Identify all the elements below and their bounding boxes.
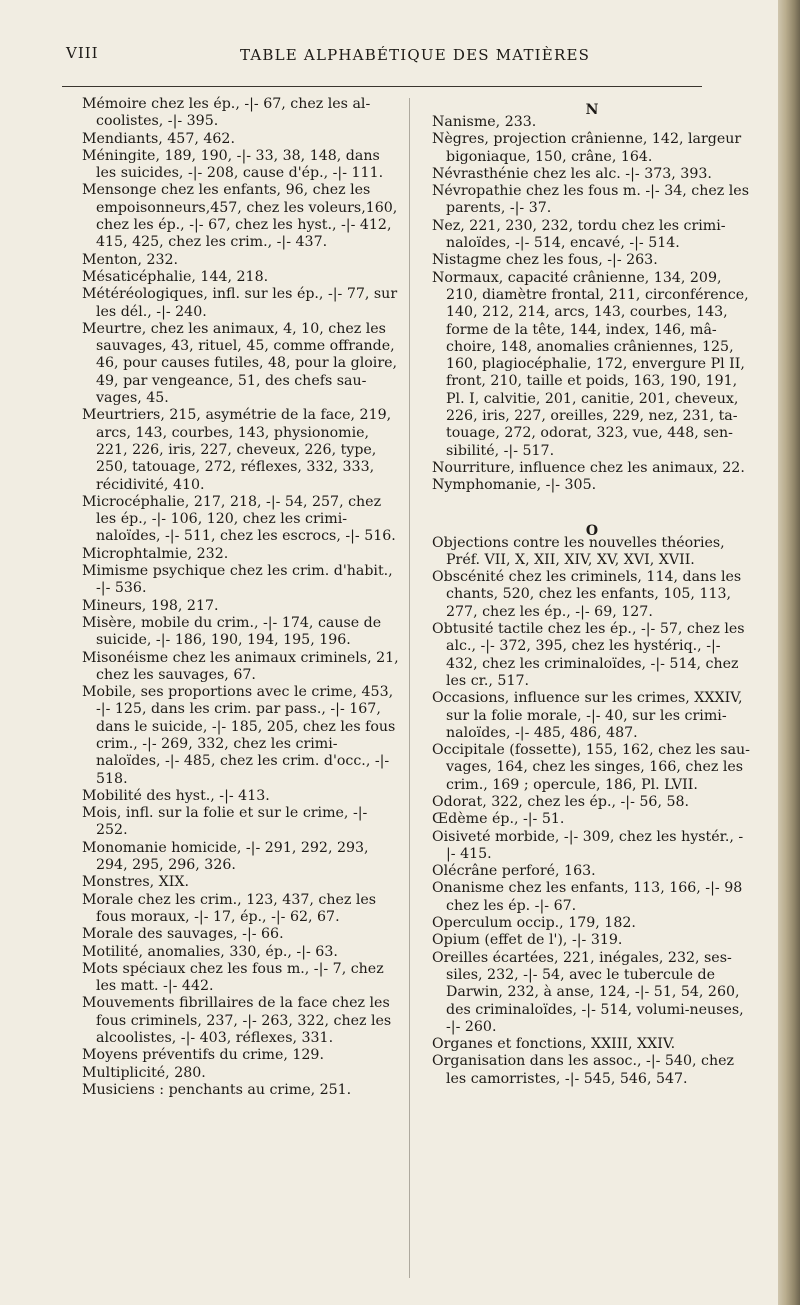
index-entry: Obscénité chez les criminels, 114, dans les chants, 520, chez les enfants, 105, 113, 277, chez les ép., -|- 69, 127. [432,569,742,620]
index-entry: Mésaticéphalie, 144, 218. [82,268,269,285]
index-entry: Nymphomanie, -|- 305. [432,477,597,494]
index-entry: Occipitale (fossette), 155, 162, chez les sau-vages, 164, chez les singes, 166, chez les crim., 169 ; opercule, 186, Pl. LVII. [432,742,750,793]
index-entry: Morale des sauvages, -|- 66. [82,926,284,943]
index-entry: Mendiants, 457, 462. [82,130,235,147]
index-entry: Météréologiques, infl. sur les ép., -|- 77, sur les dél., -|- 240. [82,286,398,320]
book-page-edge [778,0,800,1305]
index-entry: Multiplicité, 280. [82,1064,206,1081]
index-entry: Mobile, ses proportions avec le crime, 453, -|- 125, dans les crim. par pass., -|- 167, dans le suicide, -|- 185, 205, chez les fous crim., -|- 269, 332, chez les crimi-naloïdes, -|- 485, chez les crim. d'occ., -|- 518. [82,684,396,787]
index-entry: Nistagme chez les fous, -|- 263. [432,252,658,269]
index-entry: Nourriture, influence chez les animaux, 22. [432,459,745,476]
index-entry: Nanisme, 233. [432,114,537,130]
index-entry: Morale chez les crim., 123, 437, chez les fous moraux, -|- 17, ép., -|- 62, 67. [82,891,377,925]
index-entry: Méningite, 189, 190, -|- 33, 38, 148, dans les suicides, -|- 208, cause d'ép., -|- 111. [82,147,384,182]
page-header [40,44,760,68]
right-column [432,96,752,1088]
index-entry: Oreilles écartées, 221, inégales, 232, ses-siles, 232, -|- 54, avec le tubercule de Darwin, 232, à anse, 124, -|- 51, 54, 260, des criminaloïdes, -|- 514, volumi-neuses, -|- 260. [432,949,744,1035]
index-entry: Opium (effet de l'), -|- 319. [432,932,623,949]
index-entry: Monstres, XIX. [82,874,189,891]
index-entry: Menton, 232. [82,251,179,268]
section-letter-n: N [585,102,599,118]
header-rule [62,86,702,87]
index-entry: Névrasthénie chez les alc. -|- 373, 393. [432,165,712,182]
index-entry: Normaux, capacité crânienne, 134, 209, 210, diamètre frontal, 211, circonférence, 140, 212, 214, arcs, 143, courbes, 143, forme de la tête, 144, index, 146, mâ-choire, 148, anomalies crâniennes, 125, 160, plagiocéphalie, 172, envergure Pl II, front, 210, taille et poids, 163, 190, 191, Pl. I, calvitie, 201, canitie, 201, cheveux, 226, iris, 227, oreilles, 229, nez, 231, ta-touage, 272, odorat, 323, vue, 448, sen-sibilité, -|- 517. [432,269,749,459]
index-entry: Organes et fonctions, XXIII, XXIV. [432,1036,676,1053]
index-entry: Microphtalmie, 232. [82,545,229,562]
index-entry: Monomanie homicide, -|- 291, 292, 293, 294, 295, 296, 326. [82,839,369,874]
index-entry: Mimisme psychique chez les crim. d'habit., -|- 536. [82,563,393,597]
index-entry: Moyens préventifs du crime, 129. [82,1047,324,1064]
index-entry: Mémoire chez les ép., -|- 67, chez les al-coolistes, -|- 395. [82,96,371,130]
index-entry: Mots spéciaux chez les fous m., -|- 7, chez les matt. -|- 442. [82,960,384,995]
index-entry: Meurtriers, 215, asymétrie de la face, 219, arcs, 143, courbes, 143, physionomie, 221, 226, iris, 227, cheveux, 226, type, 250, tatouage, 272, réflexes, 332, 333, récidivité, 410. [82,407,392,493]
index-entry: Meurtre, chez les animaux, 4, 10, chez les sauvages, 43, rituel, 45, comme offrande, 46, pour causes futiles, 48, pour la gloire, 49, par vengeance, 51, des chefs sau-vages, 45. [82,320,398,407]
index-entry: Misère, mobile du crim., -|- 174, cause de suicide, -|- 186, 190, 194, 195, 196. [82,614,382,649]
running-title: TABLE ALPHABÉTIQUE DES MATIÈRES [240,46,591,64]
index-entry: Oisiveté morbide, -|- 309, chez les hystér., -|- 415. [432,828,744,862]
index-entry: Mois, infl. sur la folie et sur le crime, -|- 252. [82,805,368,839]
column-divider [409,98,410,1278]
index-entry: Mensonge chez les enfants, 96, chez les empoisonneurs,457, chez les voleurs,160, chez les ép., -|- 67, chez les hyst., -|- 412, 415, 425, chez les crim., -|- 437. [82,182,398,251]
index-entry: Musiciens : penchants au crime, 251. [82,1081,352,1098]
index-entry: Mobilité des hyst., -|- 413. [82,787,270,804]
index-entry: Nez, 221, 230, 232, tordu chez les crimi-naloïdes, -|- 514, encavé, -|- 514. [432,217,726,252]
index-entry: Odorat, 322, chez les ép., -|- 56, 58. [432,793,690,810]
index-entry: Objections contre les nouvelles théories, Préf. VII, X, XII, XIV, XV, XVI, XVII. [432,534,725,568]
index-entry: Occasions, influence sur les crimes, XXXIV, sur la folie morale, -|- 40, sur les crimi-naloïdes, -|- 485, 486, 487. [432,690,743,741]
left-column [82,96,400,1099]
index-entry: Microcéphalie, 217, 218, -|- 54, 257, chez les ép., -|- 106, 120, chez les crimi-naloïdes, -|- 511, chez les escrocs, -|- 516. [82,493,396,545]
index-entry: Nègres, projection crânienne, 142, largeur bigoniaque, 150, crâne, 164. [432,131,742,165]
index-entry: Organisation dans les assoc., -|- 540, chez les camorristes, -|- 545, 546, 547. [432,1053,734,1087]
index-entry: Névropathie chez les fous m. -|- 34, chez les parents, -|- 37. [432,183,749,217]
index-entry: Motilité, anomalies, 330, ép., -|- 63. [82,943,338,960]
index-entry: Obtusité tactile chez les ép., -|- 57, chez les alc., -|- 372, 395, chez les hystériq., -|- 432, chez les criminaloïdes, -|- 514, chez les cr., 517. [432,621,745,689]
index-entry: Operculum occip., 179, 182. [432,915,636,932]
page-number: VIII [66,44,99,62]
section-letter-o: O [585,522,599,539]
index-entry: Olécrâne perforé, 163. [432,863,596,880]
index-entry: Mouvements fibrillaires de la face chez les fous criminels, 237, -|- 263, 322, chez les alcoolistes, -|- 403, réflexes, 331. [82,995,392,1047]
index-entry: Misonéisme chez les animaux criminels, 21, chez les sauvages, 67. [82,649,399,683]
index-entry: Onanisme chez les enfants, 113, 166, -|- 98 chez les ép. -|- 67. [432,880,743,914]
index-entry: Mineurs, 198, 217. [82,597,219,614]
index-entry: Œdème ép., -|- 51. [432,811,565,828]
